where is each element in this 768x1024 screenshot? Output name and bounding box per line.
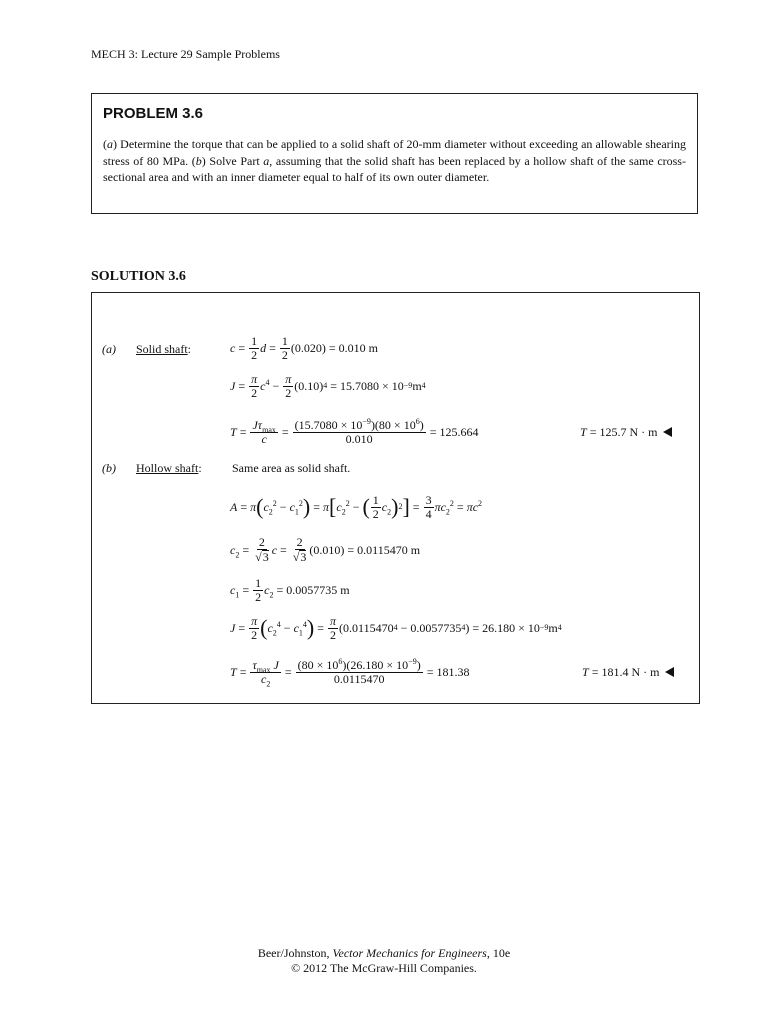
page-header: MECH 3: Lecture 29 Sample Problems [91,47,280,61]
eq-T-hollow: T = $\frac{\tau_{max} J}{c_2}$ = $\frac{(80 \times 10^6)(26.180 \times 10^{-9})}{0.0115470}$ = 181.38 [230,656,470,688]
eq-c1: $c_1$ = $\frac{1}{2}$ $c_2$ = 0.0057735 m [230,575,350,604]
part-b-tag: (b) [102,461,116,475]
part-a-tag: a [107,137,113,151]
page-footer [0,946,768,976]
eq-T-solid: T = $\frac{J\tau_{max}}{c}$ = $\frac{(15.7080 \times 10^{-9})(80 \times 10^6)}{0.010}$ = 125.664 [230,416,479,446]
eq-c-solid: c = $\frac{1}{2}$ d = $\frac{1}{2}$ (0.020) = 0.010 m [230,333,378,362]
result-b: T = 181.4 N · m [582,665,674,680]
part-b-tag: b [195,153,202,168]
part-ref: a [263,153,270,168]
part-b-note: Same area as solid shaft. [232,461,351,475]
problem-text-a: ) Determine the torque that can be applied to a solid shaft of 20-mm diameter without exceeding an allowable shearing stress of 80 MPa. ( [103,137,686,168]
part-b-label: Hollow shaft: [136,461,202,475]
result-a: T = 125.7 N · m [580,425,672,440]
answer-marker-icon [665,667,674,677]
eq-c2: $c_2$ = $\frac{2}{√3}$ c = $\frac{2}{√3}$ (0.010) = 0.0115470 m [230,535,421,564]
eq-J-hollow: J = $\frac{\pi}{2}$ ( $c_2^4 - c_1^4$ ) = $\frac{\pi}{2}$ (0.0115470 4 − 0.0057735 4 ) = 26.180 × 10 −9 m 4 [230,613,562,642]
problem-text-b1: ) Solve Part [201,153,264,168]
footer-copyright: © 2012 The McGraw-Hill Companies. [291,961,477,975]
problem-title: PROBLEM 3.6 [103,105,204,122]
problem-statement: (a) Determine the torque that can be applied to a solid shaft of 20-mm diameter without exceeding an allowable shearing stress of 80 MPa. (b) Solve Part a, assuming that the solid shaft has been replaced by a hollow shaft of the same cross-sectional area and with an inner diameter equal to half of its own outer diameter. [103,137,686,184]
eq-area: A = π ( $c_2^2 - c_1^2$ ) = π [ $c_2^2$ − ( $\frac{1}{2}$ $c_2$ ) 2 ] = $\frac{3}{4}$ $\pi c_2^2 = \pi c^2$ [230,492,483,521]
eq-J-solid: J = $\frac{\pi}{2}$ $c^4$ − $\frac{\pi}{2}$ (0.10) 4 = 15.7080 × 10 −9 m 4 [230,371,426,400]
problem-text-b2: , assuming that the solid shaft has been replaced by a hollow shaft of the same cross-sectional area and with an inner diameter equal to half of its own outer diameter. [103,153,686,184]
footer-citation: Beer/Johnston, Vector Mechanics for Engineers, 10e [257,946,511,960]
part-a-tag: (a) [102,342,116,356]
answer-marker-icon [663,427,672,437]
solution-box [91,292,700,704]
part-a-label: Solid shaft: [136,342,192,356]
problem-box [91,93,698,214]
solution-heading: SOLUTION 3.6 [91,269,186,284]
